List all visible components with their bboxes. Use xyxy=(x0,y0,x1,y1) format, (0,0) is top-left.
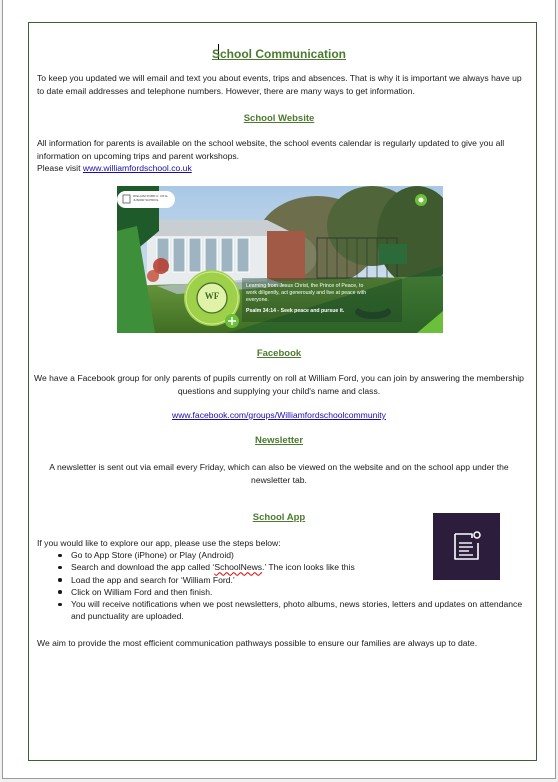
closing-paragraph: We aim to provide the most efficient communication pathways possible to ensure our families are always up to date. xyxy=(37,638,478,648)
facebook-link[interactable]: www.facebook.com/groups/Williamfordschoolcommunity xyxy=(172,410,386,420)
banner-quote xyxy=(246,283,416,315)
school-banner-image xyxy=(117,186,443,333)
website-heading: School Website xyxy=(243,113,315,124)
banner-quote-line2: work diligently, act generously and live at peace with xyxy=(246,290,367,296)
newsletter-paragraph: A newsletter is sent out via email every Friday, which can also be viewed on the website and on the school app under the newsletter tab. xyxy=(49,462,509,485)
list-item xyxy=(37,561,527,573)
step-1: Go to App Store (iPhone) or Play (Android) xyxy=(71,550,234,560)
facebook-link-line xyxy=(30,409,528,422)
banner-quote-line3: everyone. xyxy=(246,297,269,303)
banner-logo-line2: JUNIOR SCHOOL xyxy=(133,198,159,202)
list-item xyxy=(37,598,527,623)
app-heading: School App xyxy=(252,512,306,523)
banner-logo-line1: WILLIAM FORD C. OF E. xyxy=(133,194,169,198)
banner-quote-line1: Learning from Jesus Christ, the Prince of Peace, to xyxy=(246,283,364,289)
facebook-paragraph: We have a Facebook group for only parents of pupils currently on roll at William Ford, you can join by answering the membership questions and supplying your child's name and class. xyxy=(34,373,524,396)
step-2-prefix: Search and download the app called ‘ xyxy=(71,562,215,573)
step-3: Load the app and search for ‘William Ford.’ xyxy=(71,574,235,585)
website-link[interactable]: www.williamfordschool.co.uk xyxy=(82,163,192,173)
website-paragraph xyxy=(37,137,523,175)
app-intro: If you would like to explore our app, please use the steps below: xyxy=(37,538,281,548)
list-item xyxy=(37,574,527,586)
banner-verse: Psalm 34:14 - Seek peace and pursue it. xyxy=(246,308,345,314)
list-item xyxy=(37,549,527,561)
intro-paragraph: To keep you updated we will email and text you about events, trips and absences. That is why it is important we always have up to date email addresses and telephone numbers. However, there are many ways to get information. xyxy=(37,73,522,96)
school-crest: WF xyxy=(204,291,220,301)
facebook-heading: Facebook xyxy=(256,348,302,359)
app-steps-list xyxy=(37,549,527,623)
banner-logo-text xyxy=(133,194,175,202)
list-item xyxy=(37,586,527,598)
website-text: All information for parents is available on the school website, the school events calendar is regularly updated to give you all information on upcoming trips and parent workshops. xyxy=(37,138,505,161)
step-2-suffix: .’ The icon looks like this xyxy=(262,562,355,573)
website-visit-prefix: Please visit xyxy=(37,163,83,173)
step-2-app-name: SchoolNews xyxy=(214,562,263,573)
newsletter-heading: Newsletter xyxy=(254,435,304,446)
step-4: Click on William Ford and then finish. xyxy=(71,586,213,597)
step-5: You will receive notifications when we post newsletters, photo albums, news stories, letters and updates on attendance and punctuality are uploaded. xyxy=(71,599,523,622)
page-title: School Communication xyxy=(211,47,346,61)
